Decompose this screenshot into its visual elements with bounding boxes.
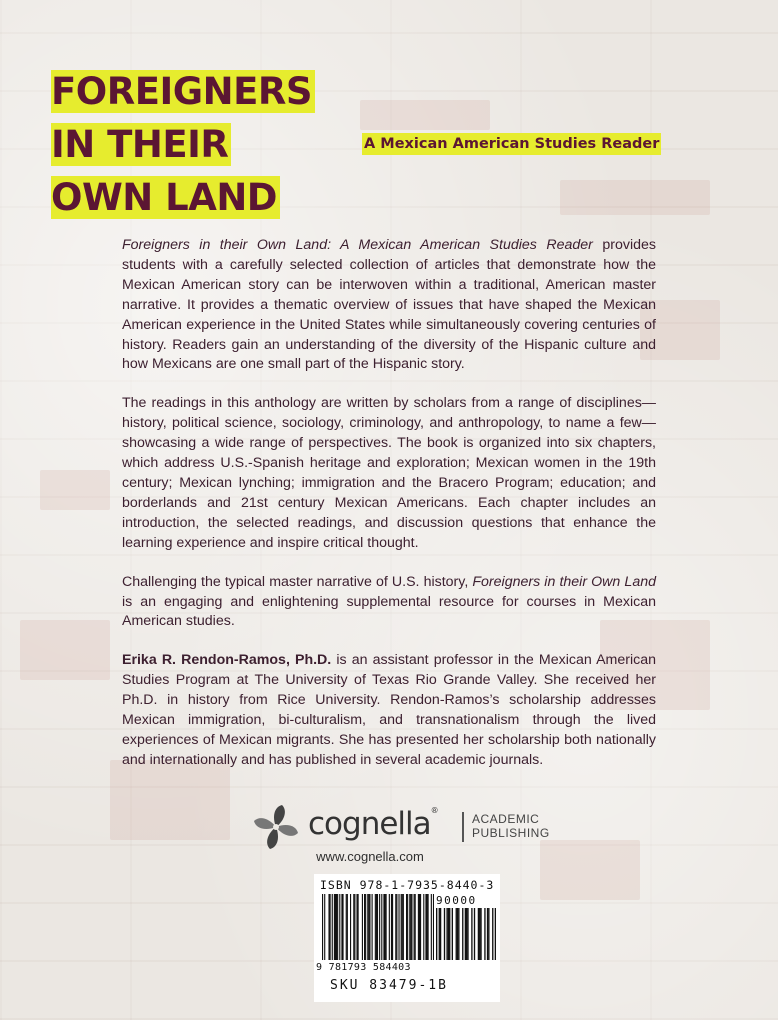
barcode-bar xyxy=(383,894,384,960)
brick-patch xyxy=(40,470,110,510)
barcode-bar xyxy=(419,894,420,960)
barcode-bar xyxy=(322,894,323,960)
book-title xyxy=(51,72,315,231)
barcode-bar xyxy=(456,908,457,960)
description-paragraph-2: The readings in this anthology are written by scholars from a range of disciplines—history, political science, sociology, criminology, and anthropology, to name a few—showcasing a wide range of perspectives. The book is organized into six chapters, which address U.S.-Spanish heritage and exploration; Mexican women in the 19th century; Mexican lynching; immigration and the Bracero Program; education; and borderlands and 21st century Mexican Americans. Each chapter includes an introduction, the selected readings, and discussion questions that enhance the learning experience and inspire critical thought. xyxy=(122,395,656,551)
barcode-bar xyxy=(466,908,467,960)
barcode-bar xyxy=(467,908,468,960)
book-subtitle: A Mexican American Studies Reader xyxy=(362,133,661,155)
barcode-bar xyxy=(446,908,447,960)
barcode-bar xyxy=(401,894,402,960)
barcode-bar xyxy=(372,894,373,960)
barcode-bar xyxy=(480,908,481,960)
barcode-bar xyxy=(381,894,382,960)
barcode-bar xyxy=(457,908,458,960)
barcode-bar xyxy=(492,908,493,960)
author-bio: Erika R. Rendon-Ramos, Ph.D. is an assistant professor in the Mexican American Studies Program at The University of Texas Rio Grande Valley. She received her Ph.D. in history from Rice University. Rendon-Ramos’s scholarship addresses Mexican immigration, bi-culturalism, and transnationalism through the lived experiences of Mexican migrants. She has presented her scholarship both nationally and internationally and has published in several academic journals. xyxy=(122,652,656,768)
barcode-bar xyxy=(425,894,426,960)
barcode-bar xyxy=(369,894,370,960)
barcode-bar xyxy=(376,894,377,960)
barcode-bar xyxy=(487,908,488,960)
barcode-bar xyxy=(431,894,432,960)
barcode-bar xyxy=(484,908,485,960)
barcode-bar xyxy=(341,894,342,960)
barcode-bar xyxy=(471,908,472,960)
barcode-bar xyxy=(391,894,392,960)
barcode-bar xyxy=(439,908,440,960)
barcode-bar xyxy=(337,894,338,960)
barcode-bar xyxy=(367,894,368,960)
barcode-bar xyxy=(336,894,337,960)
barcode-bar xyxy=(423,894,424,960)
barcode-bar xyxy=(353,894,354,960)
barcode-bar xyxy=(330,894,331,960)
barcode-bar xyxy=(334,894,335,960)
barcode-bar xyxy=(386,894,387,960)
barcode-bar xyxy=(428,894,429,960)
barcode-bar xyxy=(444,908,445,960)
barcode-bar xyxy=(402,894,403,960)
barcode-bar xyxy=(379,894,380,960)
barcode-bar xyxy=(392,894,393,960)
barcode-bar xyxy=(448,908,449,960)
description-paragraph-3: Challenging the typical master narrative of U.S. history, Foreigners in their Own Land is an engaging and enlightening supplemental resource for courses in Mexican American studies. xyxy=(122,573,656,630)
barcode-digits: 9 781793 584403 xyxy=(316,962,411,973)
barcode-bar xyxy=(358,894,359,960)
logo-divider xyxy=(462,812,464,842)
barcode-bar xyxy=(420,894,421,960)
barcode-bar xyxy=(406,894,407,960)
publisher-division: ACADEMIC PUBLISHING xyxy=(472,812,550,840)
barcode-bar xyxy=(458,908,459,960)
barcode-bar xyxy=(342,894,343,960)
barcode-bar xyxy=(449,908,450,960)
barcode-bar xyxy=(479,908,480,960)
barcode-bar xyxy=(488,908,489,960)
barcode-bar xyxy=(440,908,441,960)
barcode-bar xyxy=(478,908,479,960)
barcode-bar xyxy=(474,908,475,960)
barcode-bar xyxy=(332,894,333,960)
title-line: OWN LAND xyxy=(51,178,315,226)
barcode-bar xyxy=(409,894,410,960)
barcode-bar xyxy=(389,894,390,960)
barcode-bar xyxy=(365,894,366,960)
brick-patch xyxy=(560,180,710,215)
barcode-bar xyxy=(462,908,463,960)
barcode-bar xyxy=(426,894,427,960)
barcode-bar xyxy=(384,894,385,960)
publisher-url: www.cognella.com xyxy=(316,849,424,864)
barcode-bar xyxy=(347,894,348,960)
barcode-bar xyxy=(328,894,329,960)
barcode-bar xyxy=(350,894,351,960)
publisher-logo xyxy=(250,802,560,852)
brick-patch xyxy=(360,100,490,130)
barcode-bar xyxy=(398,894,399,960)
barcode-bar xyxy=(410,894,411,960)
barcode-bar xyxy=(356,894,357,960)
sku-label: SKU 83479-1B xyxy=(330,978,448,993)
barcode-bar xyxy=(354,894,355,960)
barcode-bar xyxy=(395,894,396,960)
isbn-barcode xyxy=(314,874,500,1002)
barcode-bar xyxy=(346,894,347,960)
barcode-bar xyxy=(368,894,369,960)
barcode-bar xyxy=(407,894,408,960)
barcode-bar xyxy=(403,894,404,960)
barcode-bar xyxy=(377,894,378,960)
barcode-bar xyxy=(418,894,419,960)
barcode-bars xyxy=(322,894,434,962)
isbn-text: ISBN 978-1-7935-8440-3 xyxy=(320,878,495,892)
barcode-bar xyxy=(362,894,363,960)
title-line: IN THEIR xyxy=(51,125,315,173)
back-cover-description xyxy=(122,236,656,790)
barcode-bar xyxy=(452,908,453,960)
pinwheel-logo-icon xyxy=(250,802,302,852)
barcode-bar xyxy=(324,894,325,960)
barcode-bar xyxy=(339,894,340,960)
publisher-wordmark: cognella® xyxy=(308,806,438,842)
barcode-bar xyxy=(375,894,376,960)
brick-patch xyxy=(20,620,110,680)
title-line: FOREIGNERS xyxy=(51,72,315,120)
barcode-bar xyxy=(414,894,415,960)
description-paragraph-1: Foreigners in their Own Land: A Mexican American Studies Reader provides students with a carefully selected collection of articles that demonstrate how the Mexican American story can be interwoven within a traditional, American master narrative. It provides a thematic overview of issues that have shaped the Mexican American experience in the United States while simultaneously covering centuries of history. Readers gain an understanding of the diversity of the Hispanic culture and how Mexicans are one small part of the Hispanic story. xyxy=(122,237,656,373)
price-addon-text: 90000 xyxy=(436,894,477,907)
barcode-bar xyxy=(364,894,365,960)
barcode-bar xyxy=(411,894,412,960)
barcode-bar xyxy=(433,894,434,960)
barcode-bar xyxy=(495,908,496,960)
barcode-bar xyxy=(465,908,466,960)
barcode-bar xyxy=(415,894,416,960)
barcode-bar xyxy=(335,894,336,960)
barcode-bar xyxy=(396,894,397,960)
barcode-bar xyxy=(436,908,437,960)
addon-barcode-bars xyxy=(436,908,496,962)
